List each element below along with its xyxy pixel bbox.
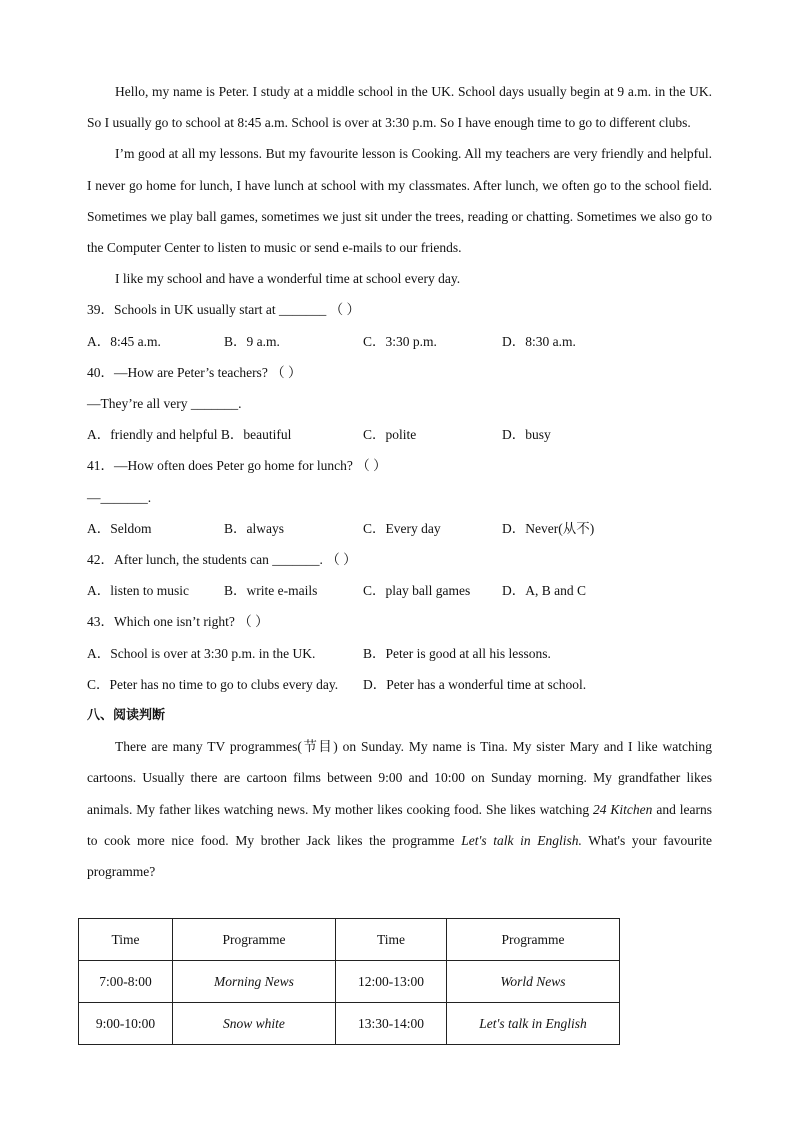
question-40-options bbox=[87, 419, 712, 450]
option-a[interactable]: A．8:45 a.m. bbox=[87, 333, 161, 349]
option-c[interactable]: C．polite bbox=[363, 427, 417, 443]
question-41-stem: 41．—How often does Peter go home for lunch? （ ） bbox=[87, 458, 387, 474]
option-d[interactable]: D．Peter has a wonderful time at school. bbox=[363, 676, 587, 692]
passage-paragraph: I’m good at all my lessons. But my favourite lesson is Cooking. All my teachers are very friendly and helpful. I never go home for lunch, I have lunch at school with my classmates. After lunch, we often go to the school field. Sometimes we play ball games, sometimes we just sit under the trees, reading or chatting. Sometimes we also go to the Computer Center to listen to music or send e-mails to our friends. bbox=[87, 146, 712, 256]
table-cell-programme bbox=[173, 961, 336, 1003]
header-cell: Time bbox=[336, 919, 447, 961]
table-cell-programme bbox=[447, 961, 620, 1003]
option-d[interactable]: D．8:30 a.m. bbox=[502, 333, 576, 349]
option-b[interactable]: B．always bbox=[224, 520, 284, 536]
option-d[interactable]: D．Never(从不) bbox=[502, 520, 595, 536]
passage-paragraph: Hello, my name is Peter. I study at a middle school in the UK. School days usually begin at 9 a.m. in the UK. So I usually go to school at 8:45 a.m. School is over at 3:30 p.m. So I have enough time to go to different clubs. bbox=[87, 84, 712, 131]
header-cell: Programme bbox=[173, 919, 336, 961]
programme-title-italic: Let's talk in English. bbox=[461, 832, 582, 848]
programme-title-italic: 24 Kitchen bbox=[593, 801, 653, 817]
table-cell-time: 13:30-14:00 bbox=[336, 1003, 447, 1045]
option-b[interactable]: B．write e-mails bbox=[224, 583, 318, 599]
programme-name: Let's talk in English bbox=[479, 1015, 587, 1031]
table-cell-time: 12:00-13:00 bbox=[336, 961, 447, 1003]
question-43-options-row1 bbox=[87, 638, 712, 669]
programme-name: Snow white bbox=[223, 1015, 285, 1031]
section-title: 八、阅读判断 bbox=[87, 707, 166, 723]
table-row bbox=[79, 961, 620, 1003]
programme-name: World News bbox=[500, 973, 566, 989]
table-cell-programme bbox=[447, 1003, 620, 1045]
page-content bbox=[87, 76, 712, 887]
table-cell-programme bbox=[173, 1003, 336, 1045]
option-c[interactable]: C．play ball games bbox=[363, 583, 471, 599]
question-42-stem: 42．After lunch, the students can _______. （ ） bbox=[87, 552, 357, 567]
tv-schedule-table bbox=[78, 918, 620, 1045]
table-row bbox=[79, 1003, 620, 1045]
table-cell-time: 9:00-10:00 bbox=[79, 1003, 173, 1045]
question-43-options-row2 bbox=[87, 669, 712, 700]
option-d[interactable]: D．A, B and C bbox=[502, 583, 586, 599]
question-43-stem: 43．Which one isn’t right? （ ） bbox=[87, 614, 269, 630]
option-d[interactable]: D．busy bbox=[502, 427, 551, 443]
table-cell-time: 7:00-8:00 bbox=[79, 961, 173, 1003]
header-cell: Programme bbox=[447, 919, 620, 961]
passage-paragraph: I like my school and have a wonderful time at school every day. bbox=[115, 271, 461, 287]
header-cell: Time bbox=[79, 919, 173, 961]
question-40-answer-line: —They’re all very _______. bbox=[87, 396, 242, 412]
option-b[interactable]: B．9 a.m. bbox=[224, 333, 280, 349]
table-header-row bbox=[79, 919, 620, 961]
programme-name: Morning News bbox=[214, 973, 294, 989]
question-39-options bbox=[87, 326, 712, 357]
question-41-options bbox=[87, 513, 712, 544]
option-a[interactable]: A．School is over at 3:30 p.m. in the UK. bbox=[87, 645, 316, 661]
option-a[interactable]: A．Seldom bbox=[87, 520, 152, 536]
option-a-b[interactable]: A．friendly and helpful B．beautiful bbox=[87, 427, 292, 443]
option-c[interactable]: C．Every day bbox=[363, 520, 441, 536]
paragraph-text: There are many TV programmes(节目) on Sunday. My name is Tina. My sister Mary and I like watching cartoons. Usually there are cartoon films between 9:00 and 10:00 on Sunday morning. My grandfather likes animals. My father likes watching news. My mother likes cooking food. She likes watching bbox=[87, 739, 712, 817]
option-c[interactable]: C．3:30 p.m. bbox=[363, 333, 437, 349]
paragraph-text: What's your favourite programme? bbox=[87, 832, 713, 879]
question-42-options bbox=[87, 575, 712, 606]
question-40-stem: 40．—How are Peter’s teachers? （ ） bbox=[87, 364, 302, 380]
question-39-stem: 39．Schools in UK usually start at _______ （ ） bbox=[87, 302, 360, 318]
option-a[interactable]: A．listen to music bbox=[87, 583, 189, 599]
option-b[interactable]: B．Peter is good at all his lessons. bbox=[363, 645, 551, 661]
paragraph-text: and learns to cook more nice food. My brother Jack likes the programme bbox=[87, 801, 712, 848]
section-8-paragraph bbox=[87, 731, 712, 887]
question-41-answer-line: —_______. bbox=[87, 489, 152, 505]
option-c[interactable]: C．Peter has no time to go to clubs every day. bbox=[87, 676, 339, 692]
